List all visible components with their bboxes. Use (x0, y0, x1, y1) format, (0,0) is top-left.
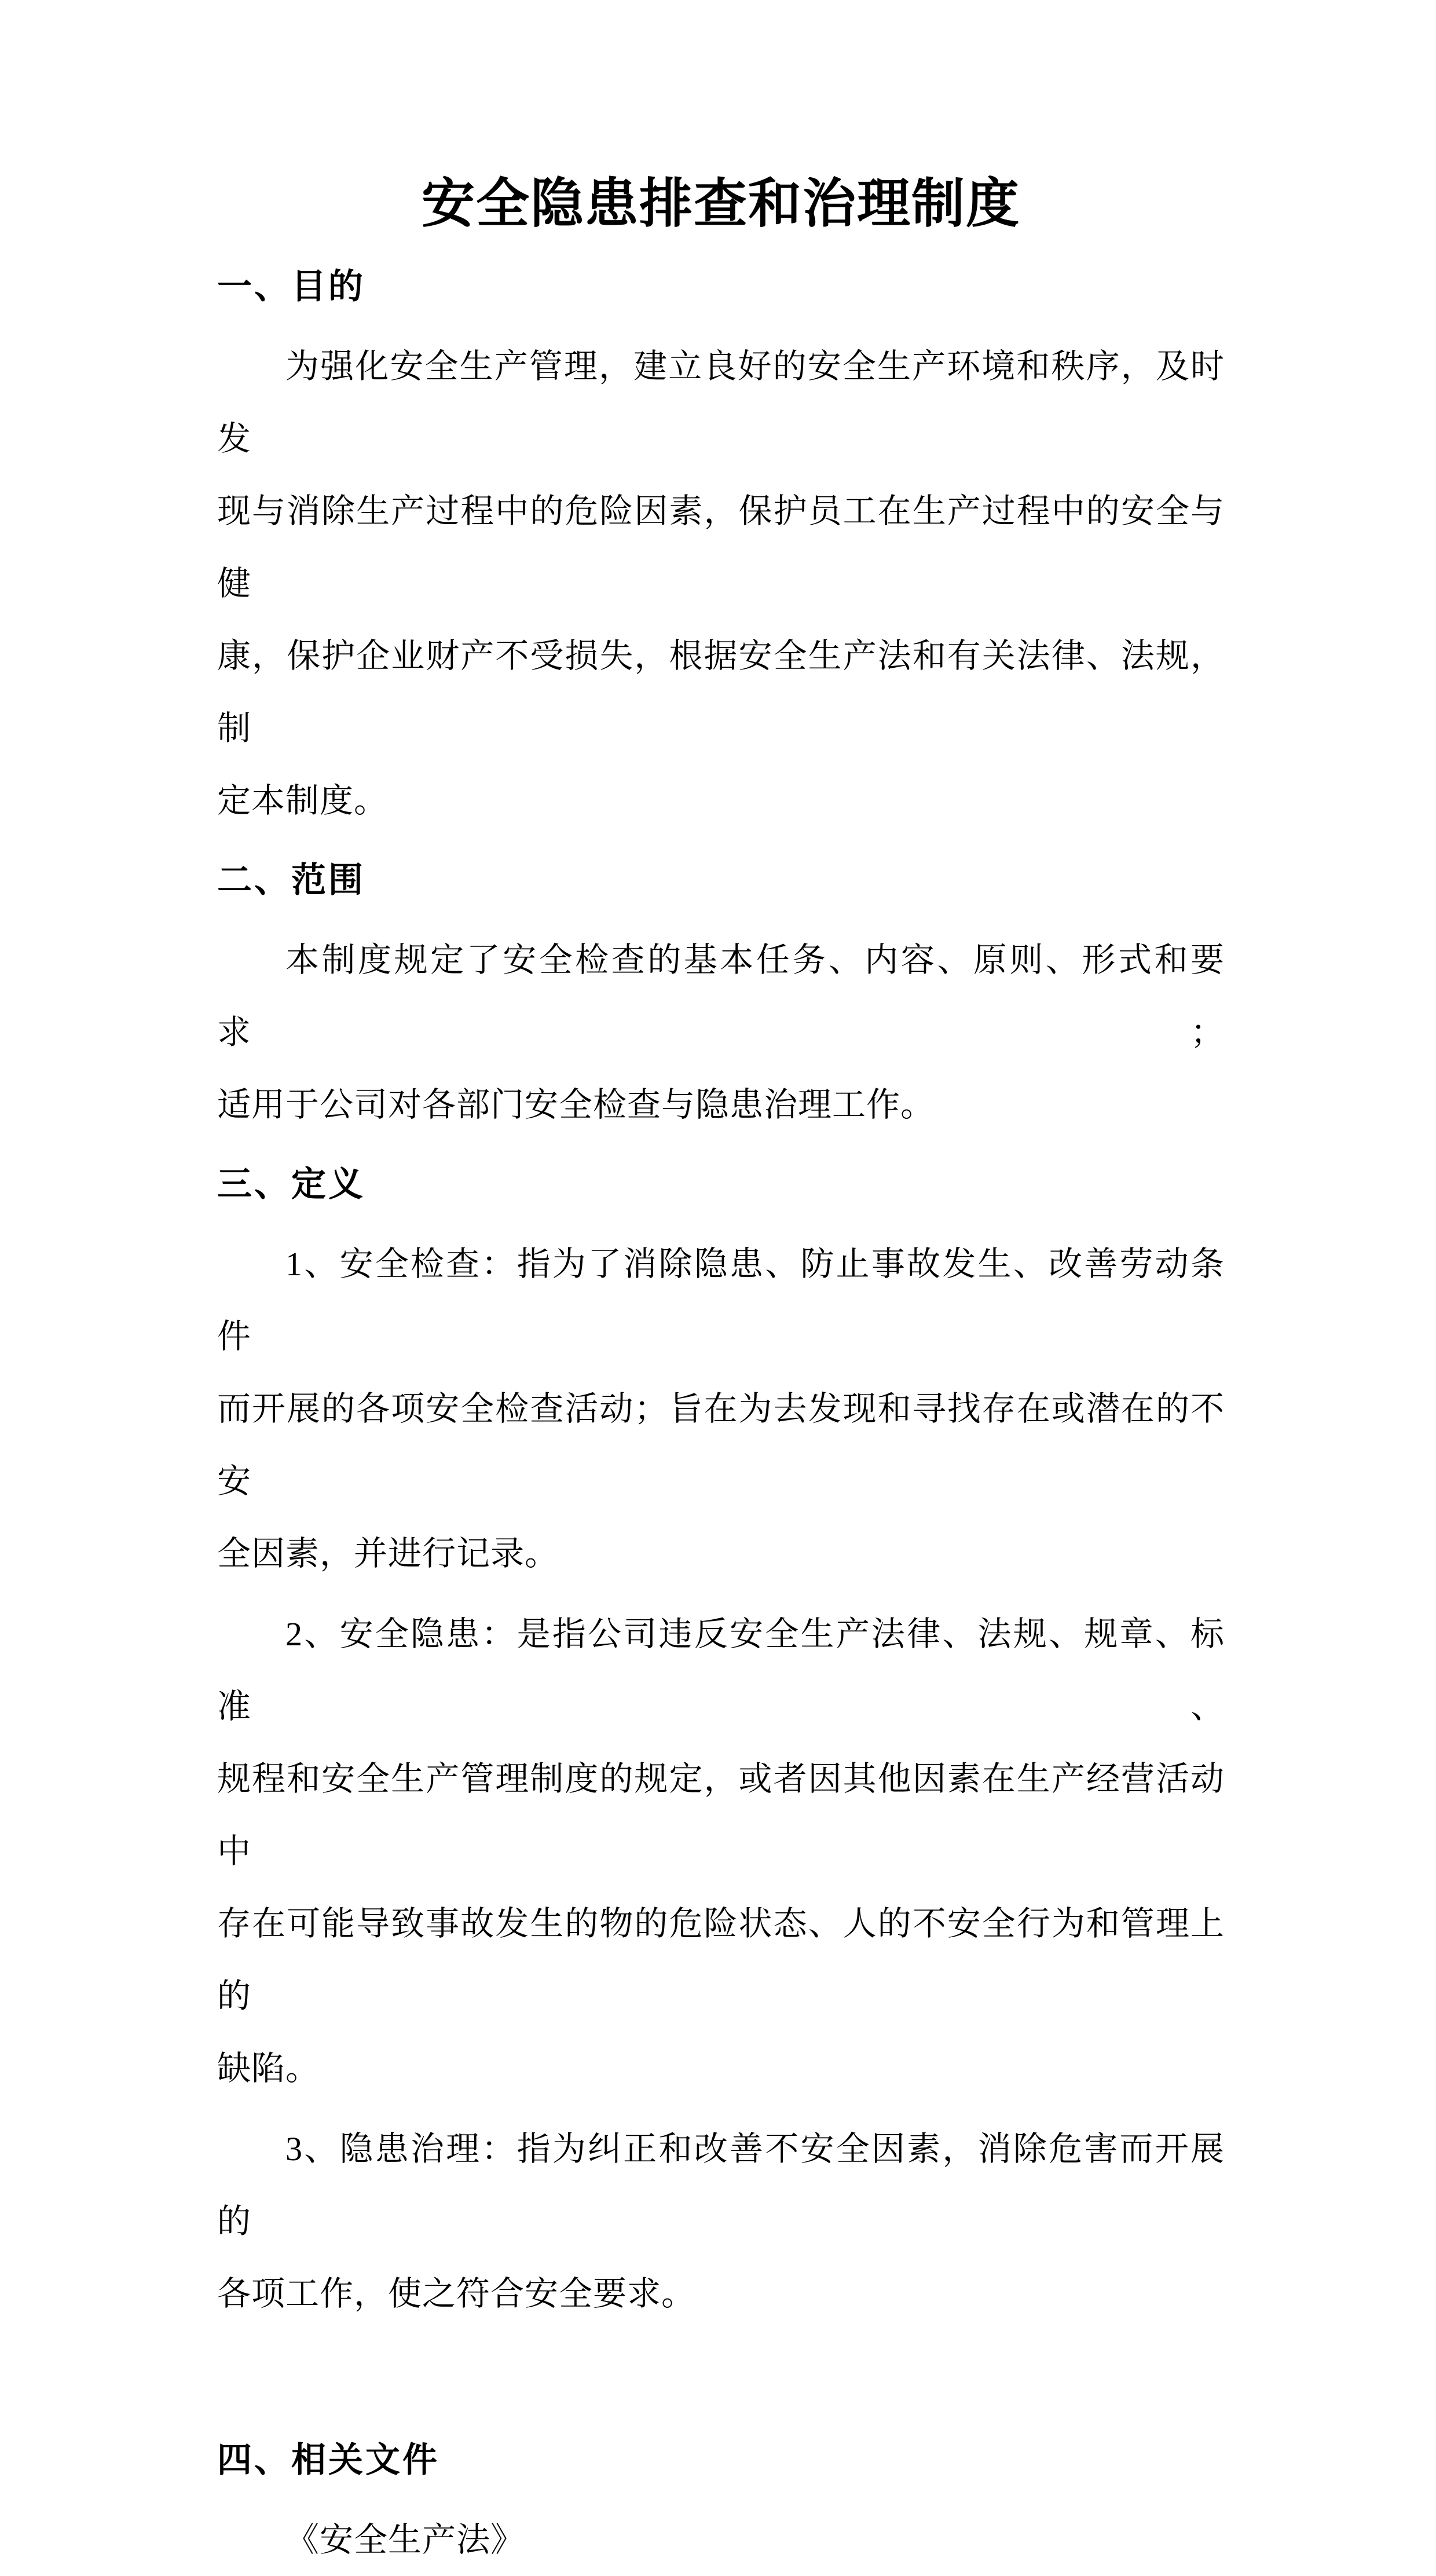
body-line: 康，保护企业财产不受损失，根据安全生产法和有关法律、法规，制 (217, 637, 1225, 747)
section-heading: 四、相关文件 (217, 2441, 439, 2479)
body-line: 为强化安全生产管理，建立良好的安全生产环境和秩序，及时发 (217, 347, 1225, 458)
body-line: 缺陷。 (217, 2050, 320, 2087)
body-line: 而开展的各项安全检查活动；旨在为去发现和寻找存在或潜在的不安 (217, 1390, 1225, 1500)
paragraph (217, 330, 1225, 837)
paragraph-definition-1 (217, 1228, 1225, 1590)
body-line: 3、隐患治理：指为纠正和改善不安全因素，消除危害而开展的 (217, 2130, 1225, 2240)
body-line: 适用于公司对各部门安全检查与隐患治理工作。 (217, 1086, 935, 1124)
paragraph (217, 924, 1225, 1141)
body-line: 定本制度。 (217, 782, 389, 819)
body-line: 现与消除生产过程中的危险因素，保护员工在生产过程中的安全与健 (217, 492, 1225, 602)
paragraph-definition-2 (217, 1598, 1225, 2105)
body-line: 《安全生产法》 (285, 2521, 525, 2559)
section-heading: 三、定义 (217, 1165, 365, 1203)
section-heading: 二、范围 (217, 861, 365, 899)
section-scope (217, 837, 1225, 1141)
body-line: 各项工作，使之符合安全要求。 (217, 2275, 696, 2312)
paragraph (217, 2504, 1225, 2576)
section-definitions (217, 1141, 1225, 2330)
section-related-documents (217, 2417, 1225, 2576)
document-title: 安全隐患排查和治理制度 (421, 174, 1020, 233)
section-heading: 一、目的 (217, 268, 365, 306)
body-line: 存在可能导致事故发生的物的危险状态、人的不安全行为和管理上的 (217, 1905, 1225, 2015)
section-purpose (217, 243, 1225, 837)
paragraph-definition-3 (217, 2113, 1225, 2330)
body-line: 全因素，并进行记录。 (217, 1535, 559, 1572)
blank-line (217, 2330, 1225, 2417)
body-line: 2、安全隐患：是指公司违反安全生产法律、法规、规章、标准、 (217, 1615, 1225, 1725)
body-line: 本制度规定了安全检查的基本任务、内容、原则、形式和要求； (217, 941, 1225, 1051)
body-line: 1、安全检查：指为了消除隐患、防止事故发生、改善劳动条件 (217, 1245, 1225, 1355)
body-line: 规程和安全生产管理制度的规定，或者因其他因素在生产经营活动中 (217, 1760, 1225, 1870)
